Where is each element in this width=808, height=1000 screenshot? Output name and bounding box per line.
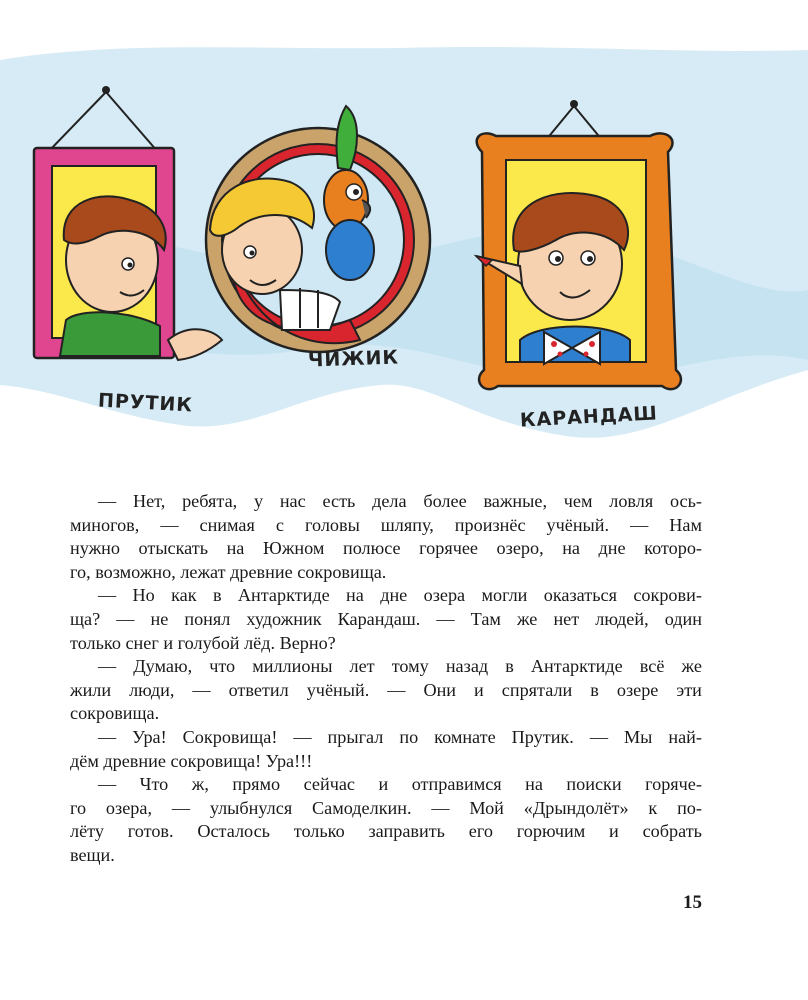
text-line-content: вещи. (70, 844, 115, 865)
text-line-content: нужно отыскать на Южном полюсе горячее озеро, на дне которо- (70, 538, 702, 559)
text-line-content: дём древние сокровища! Ура!!! (70, 750, 313, 771)
text-line-content: го озера, — улыбнулся Самоделкин. — Мой «Дрындолёт» к по- (70, 797, 702, 818)
frame-karandash (476, 100, 681, 389)
page-number: 15 (683, 892, 702, 913)
text-line-content: ща? — не понял художник Карандаш. — Там же нет людей, один (70, 608, 702, 629)
text-line (70, 632, 702, 656)
text-line-content: лёту готов. Осталось только заправить его горючим и собрать (70, 821, 702, 842)
text-line (70, 490, 702, 514)
text-line-content: — Что ж, прямо сейчас и отправимся на поиски горяче- (98, 774, 702, 795)
text-line-content: — Думаю, что миллионы лет тому назад в Антарктиде всё же (98, 656, 702, 677)
text-line-content: — Нет, ребята, у нас есть дела более важные, чем ловля ось- (98, 491, 702, 511)
text-line (70, 561, 702, 585)
text-line-content: — Но как в Антарктиде на дне озера могли оказаться сокрови- (98, 585, 702, 606)
text-line (70, 820, 702, 844)
text-line (70, 773, 702, 797)
label-karandash: КАРАНДАШ (519, 402, 659, 432)
text-line (70, 655, 702, 679)
text-line (70, 726, 702, 750)
text-line (70, 608, 702, 632)
label-prutik: ПРУТИК (97, 389, 194, 417)
text-line-content: сокровища. (70, 703, 160, 724)
text-line (70, 702, 702, 726)
text-line (70, 679, 702, 703)
text-line (70, 844, 702, 868)
text-line (70, 514, 702, 538)
text-line-content: только снег и голубой лёд. Верно? (70, 632, 336, 653)
label-chizhik: ЧИЖИК (307, 346, 400, 372)
text-line (70, 797, 702, 821)
text-line (70, 584, 702, 608)
text-line-content: — Ура! Сокровища! — прыгал по комнате Прутик. — Мы най- (98, 726, 702, 747)
illustration-portraits (0, 40, 808, 460)
text-line (70, 537, 702, 561)
text-line-content: миногов, — снимая с головы шляпу, произнёс учёный. — Нам (70, 514, 702, 535)
text-line-content: жили люди, — ответил учёный. — Они и спрятали в озере эти (70, 679, 702, 700)
text-line-content: го, возможно, лежат древние сокровища. (70, 561, 387, 582)
story-text (70, 490, 702, 868)
text-line (70, 750, 702, 774)
